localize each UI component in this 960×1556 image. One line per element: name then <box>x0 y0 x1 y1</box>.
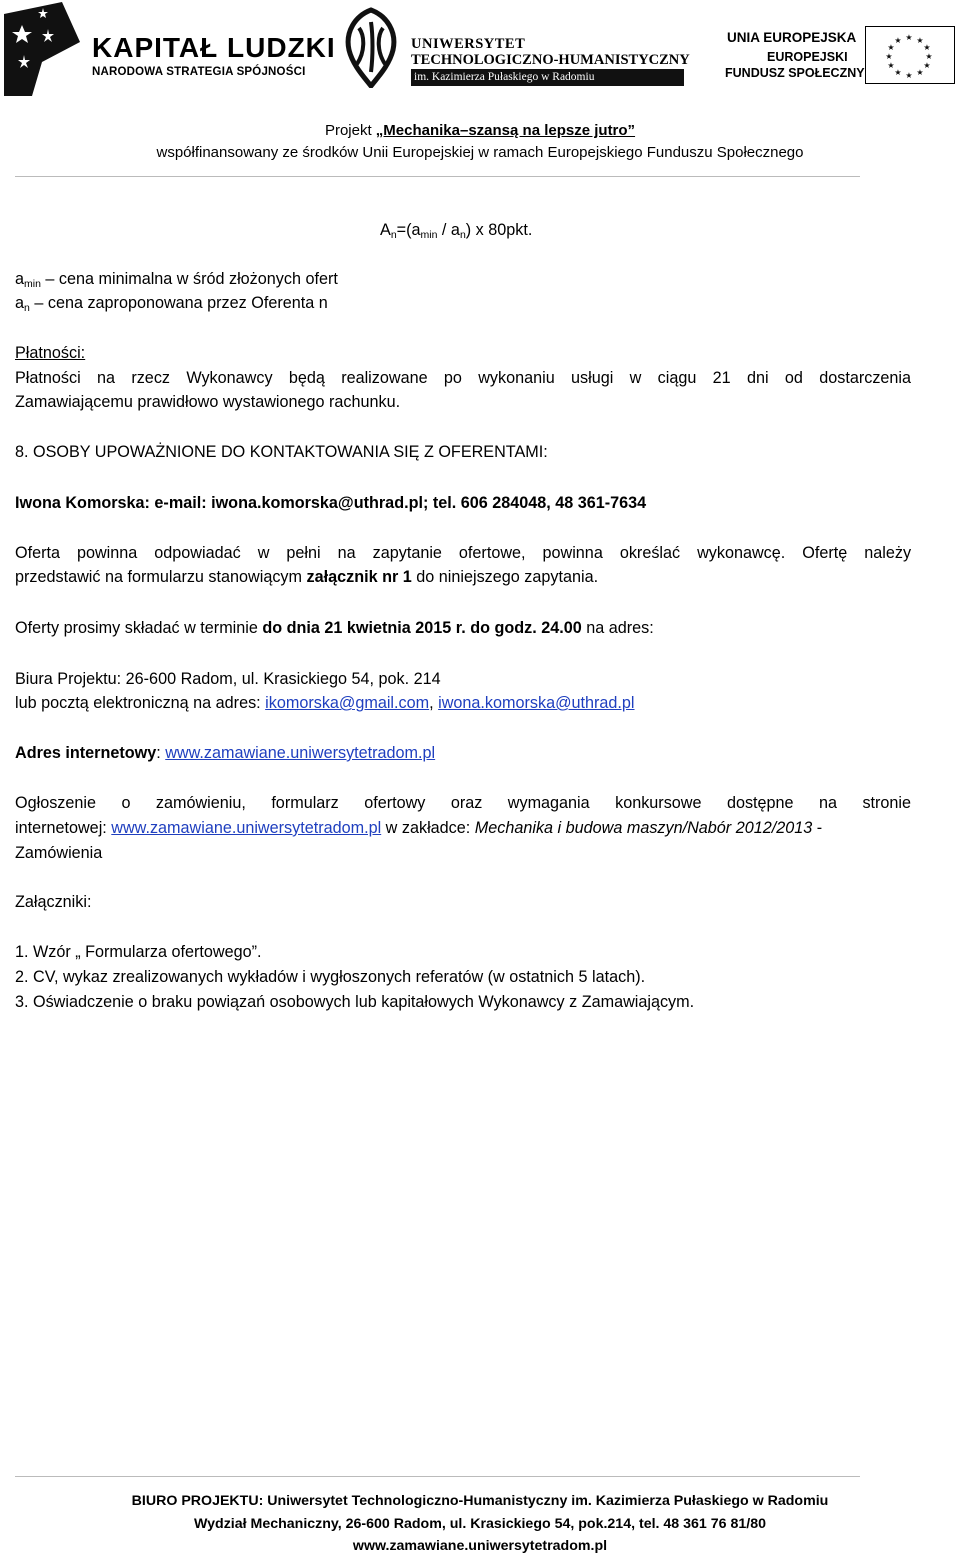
svg-text:★: ★ <box>916 36 924 45</box>
email-line <box>15 693 635 713</box>
word: konkursowe <box>615 794 702 812</box>
notice-line2 <box>15 818 822 838</box>
word: pełni <box>286 544 321 562</box>
word: w <box>257 544 270 562</box>
kapital-ludzki-title: KAPITAŁ LUDZKI <box>92 32 336 63</box>
notice-line1 <box>15 793 911 813</box>
word: dostępne <box>726 794 794 812</box>
definition-sub: n <box>24 302 30 314</box>
deadline-text: na adres: <box>581 619 654 637</box>
word: Płatności <box>15 369 81 387</box>
formula-part: A <box>380 221 391 239</box>
formula-sub: min <box>420 229 438 241</box>
notice-website-link[interactable]: www.zamawiane.uniwersytetradom.pl <box>111 819 382 837</box>
ue-line1: UNIA EUROPEJSKA <box>727 30 857 45</box>
email-prefix: lub pocztą elektroniczną na adres: <box>15 694 266 712</box>
word: od <box>784 369 803 387</box>
uth-logo <box>335 6 695 88</box>
uth-name-line3: im. Kazimierza Pułaskiego w Radomiu <box>411 69 684 86</box>
word: zamówieniu, <box>155 794 246 812</box>
formula-part: =(a <box>396 221 421 239</box>
notice-line3: Zamówienia <box>15 844 103 862</box>
cofinancing-note: współfinansowany ze środków Unii Europejskiej w ramach Europejskiego Funduszu Społecznego <box>156 144 804 161</box>
word: należy <box>864 544 912 562</box>
section8-heading: 8. OSOBY UPOWAŻNIONE DO KONTAKTOWANIA SIĘ Z OFERENTAMI: <box>15 443 548 461</box>
kapital-ludzki-logo <box>2 2 336 98</box>
word: na <box>818 794 837 812</box>
notice-text: internetowej: <box>15 819 112 837</box>
word: usługi <box>571 369 614 387</box>
email-sep: , <box>429 694 439 712</box>
word: realizowane <box>341 369 428 387</box>
word: będą <box>288 369 325 387</box>
word: Ofertę <box>802 544 848 562</box>
payments-line2: Zamawiającemu prawidłowo wystawionego rachunku. <box>15 393 401 411</box>
word: po <box>443 369 462 387</box>
word: ofertowy <box>364 794 426 812</box>
deadline-text: Oferty prosimy składać w terminie <box>15 619 263 637</box>
kapital-ludzki-emblem-icon <box>2 2 88 98</box>
uth-name-line2: TECHNOLOGICZNO-HUMANISTYCZNY <box>411 52 690 68</box>
word: odpowiadać <box>154 544 241 562</box>
email-link-uthrad[interactable]: iwona.komorska@uthrad.pl <box>438 694 635 712</box>
project-prefix: Projekt <box>324 122 376 139</box>
word: stronie <box>862 794 912 812</box>
word: oraz <box>450 794 483 812</box>
formula-part: / a <box>437 221 460 239</box>
word: powinna <box>542 544 603 562</box>
deadline-line <box>15 618 654 638</box>
word: ciągu <box>657 369 697 387</box>
formula-part: ) x 80pkt. <box>465 221 533 239</box>
footer-divider <box>15 1476 860 1477</box>
svg-text:★: ★ <box>905 33 913 42</box>
word: Oferta <box>15 544 60 562</box>
website-colon: : <box>156 744 166 762</box>
website-link[interactable]: www.zamawiane.uniwersytetradom.pl <box>165 744 436 762</box>
eagle-emblem-icon <box>335 6 407 88</box>
footer-address: Wydział Mechaniczny, 26-600 Radom, ul. Krasickiego 54, pok.214, tel. 48 361 76 81/80 <box>194 1516 766 1532</box>
definition-symbol: a <box>15 270 25 288</box>
project-title <box>0 122 960 139</box>
footer-website: www.zamawiane.uniwersytetradom.pl <box>352 1538 608 1554</box>
notice-text: w zakładce: <box>381 819 475 837</box>
formula-sub: n <box>459 229 466 241</box>
contact-person: Iwona Komorska: e-mail: iwona.komorska@uthrad.pl; tel. 606 284048, 48 361-7634 <box>15 494 647 512</box>
office-address: Biura Projektu: 26-600 Radom, ul. Krasickiego 54, pok. 214 <box>15 670 441 688</box>
svg-text:★: ★ <box>925 52 933 61</box>
offer-text: przedstawić na formularzu stanowiącym <box>15 568 307 586</box>
word: zapytanie <box>372 544 442 562</box>
header-divider <box>15 176 860 177</box>
definition-an <box>15 293 328 313</box>
word: dni <box>747 369 769 387</box>
svg-text:★: ★ <box>916 68 924 77</box>
attachment-ref: załącznik nr 1 <box>306 568 412 586</box>
website-line <box>15 743 435 763</box>
offer-line2 <box>15 567 598 587</box>
definition-text: – cena zaproponowana przez Oferenta n <box>29 294 328 312</box>
svg-text:★: ★ <box>887 61 895 70</box>
email-link-gmail[interactable]: ikomorska@gmail.com <box>265 694 430 712</box>
svg-text:★: ★ <box>887 43 895 52</box>
word: określać <box>619 544 681 562</box>
kapital-ludzki-subtitle: NARODOWA STRATEGIA SPÓJNOŚCI <box>92 66 306 78</box>
payments-line1 <box>15 368 911 388</box>
deadline-date: do dnia 21 kwietnia 2015 r. do godz. 24.00 <box>262 619 582 637</box>
notice-tab-name: Mechanika i budowa maszyn/Nabór 2012/2013 <box>474 819 813 837</box>
offer-text: do niniejszego zapytania. <box>411 568 599 586</box>
definition-sub: min <box>24 278 41 290</box>
payments-heading: Płatności: <box>15 344 86 362</box>
attachment-item: 3. Oświadczenie o braku powiązań osobowych lub kapitałowych Wykonawcy z Zamawiającym. <box>15 993 695 1011</box>
word: ofertowe, <box>458 544 526 562</box>
word: o <box>121 794 131 812</box>
svg-text:★: ★ <box>923 61 931 70</box>
offer-line1 <box>15 543 911 563</box>
word: wykonaniu <box>478 369 555 387</box>
attachment-item: 1. Wzór „ Formularza ofertowego”. <box>15 943 262 961</box>
word: dostarczenia <box>819 369 912 387</box>
word: na <box>337 544 356 562</box>
svg-text:★: ★ <box>923 43 931 52</box>
attachments-heading: Załączniki: <box>15 893 92 911</box>
definition-text: – cena minimalna w śród złożonych ofert <box>40 270 338 288</box>
word: wymagania <box>507 794 590 812</box>
eu-flag-icon <box>865 26 955 84</box>
svg-text:★: ★ <box>894 68 902 77</box>
attachment-item: 2. CV, wykaz zrealizowanych wykładów i wygłoszonych referatów (w ostatnich 5 latach). <box>15 968 646 986</box>
svg-text:★: ★ <box>894 36 902 45</box>
website-label: Adres internetowy <box>15 744 157 762</box>
word: na <box>97 369 116 387</box>
svg-text:★: ★ <box>885 52 893 61</box>
word: powinna <box>76 544 138 562</box>
ue-line3: FUNDUSZ SPOŁECZNY <box>725 66 865 80</box>
definition-symbol: a <box>15 294 25 312</box>
definition-amin <box>15 269 338 289</box>
uth-name-line1: UNIWERSYTET <box>411 36 526 52</box>
notice-text: - <box>812 819 823 837</box>
word: Wykonawcy <box>186 369 273 387</box>
word: formularz <box>271 794 339 812</box>
ue-efs-logo <box>725 26 957 86</box>
word: 21 <box>712 369 731 387</box>
word: wykonawcę. <box>697 544 786 562</box>
word: Ogłoszenie <box>15 794 96 812</box>
word: w <box>629 369 642 387</box>
svg-text:★: ★ <box>905 71 913 80</box>
project-name: „Mechanika–szansą na lepsze jutro” <box>375 122 636 139</box>
ue-line2: EUROPEJSKI <box>767 50 848 64</box>
word: rzecz <box>131 369 171 387</box>
formula-sub: n <box>390 229 397 241</box>
scoring-formula <box>380 220 532 240</box>
footer-office: BIURO PROJEKTU: Uniwersytet Technologiczno-Humanistyczny im. Kazimierza Pułaskiego w Radomiu <box>131 1493 829 1509</box>
